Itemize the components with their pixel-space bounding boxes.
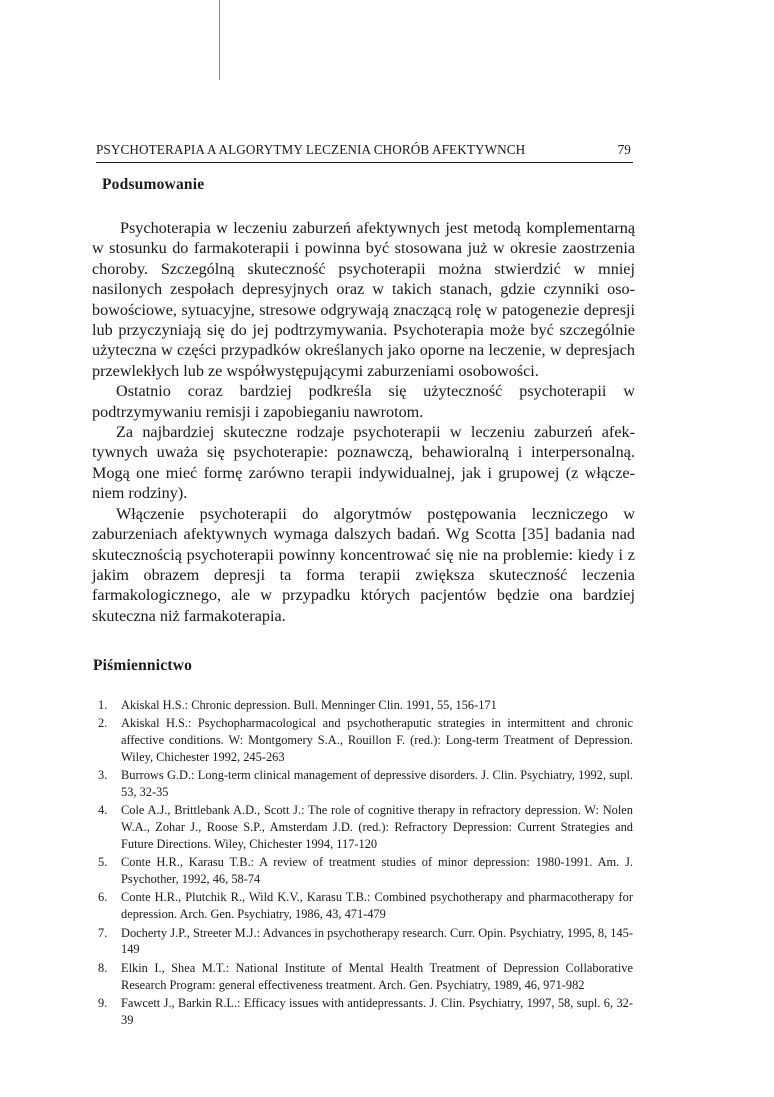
reference-number: 7. [98, 925, 108, 940]
running-head [96, 140, 633, 163]
reference-text: Akiskal H.S.: Chronic depression. Bull. Menninger Clin. 1991, 55, 156-171 [121, 698, 497, 712]
summary-paragraph-1: Psychoterapia w leczeniu zaburzeń afektywnych jest metodą komplementarną w stosunku do farmakoterapii i powinna być stosowana już w okresie zaostrzenia choroby. Szczególną skuteczność psychoterapii można stwierdzić w mniej nasilonych zespołach depresyjnych oraz w takich stanach, gdzie czynniki osobowościowe, sytuacyjne, stresowe odgrywają znaczącą rolę w patogenezie depresji lub przyczyniają się do jej podtrzymywania. Psychoterapia może być szczególnie użyteczna w części przypadków określanych jako oporne na leczenie, w depresjach przewlekłych lub ze współwystępującymi zaburzeniami osobowości. [92, 219, 635, 380]
reference-number: 9. [98, 995, 108, 1010]
summary-heading: Podsumowanie [102, 176, 205, 193]
reference-text: Conte H.R., Karasu T.B.: A review of treatment studies of minor depression: 1980-1991. Am. J. Psychother, 1992, 46, 58-74 [121, 855, 633, 887]
reference-item [93, 960, 633, 994]
reference-text: Cole A.J., Brittlebank A.D., Scott J.: The role of cognitive therapy in refractory depression. W: Nolen W.A., Zohar J., Roose S.P., Amsterdam J.D. (red.): Refractory Depression: Current Strategies and Future Directions. Wiley, Chichester 1994, 117-120 [121, 803, 633, 852]
running-head-title: PSYCHOTERAPIA A ALGORYTMY LECZENIA CHORÓB AFEKTYWNCH [96, 142, 526, 157]
reference-text: Conte H.R., Plutchik R., Wild K.V., Karasu T.B.: Combined psychotherapy and pharmacotherapy for depression. Arch. Gen. Psychiatry, 1986, 43, 471-479 [121, 890, 633, 922]
reference-number: 4. [98, 803, 108, 818]
reference-text: Elkin I., Shea M.T.: National Institute of Mental Health Treatment of Depression Collaborative Research Program: general effectiveness treatment. Arch. Gen. Psychiatry, 1989, 46, 971-982 [121, 960, 633, 992]
reference-item [93, 995, 633, 1029]
references-heading: Piśmiennictwo [93, 657, 193, 674]
page-number: 79 [617, 142, 631, 157]
reference-number: 5. [98, 855, 108, 870]
reference-item [93, 802, 633, 853]
scan-artifact-line [219, 0, 220, 80]
reference-number: 2. [98, 716, 108, 731]
reference-text: Akiskal H.S.: Psychopharmacological and psychotheraputic strategies in intermittent and chronic affective conditions. W: Montgomery S.A., Rouillon F. (red.): Long-term Treatment of Depression. Wiley, Chichester 1992, 245-263 [121, 716, 633, 765]
reference-item [93, 715, 633, 766]
reference-item [93, 925, 633, 959]
reference-item [93, 854, 633, 888]
reference-number: 6. [98, 890, 108, 905]
reference-text: Burrows G.D.: Long-term clinical management of depressive disorders. J. Clin. Psychiatry, 1992, supl. 53, 32-35 [121, 768, 633, 800]
summary-paragraph-2: Ostatnio coraz bardziej podkreśla się użyteczność psychoterapii w podtrzymywaniu remisji i zapobieganiu nawrotom. [92, 382, 635, 421]
reference-number: 1. [98, 698, 108, 712]
reference-list [93, 697, 633, 1030]
reference-text: Fawcett J., Barkin R.L.: Efficacy issues with antidepressants. J. Clin. Psychiatry, 1997, 58, supl. 6, 32-39 [121, 995, 633, 1027]
reference-item [93, 889, 633, 923]
reference-item [93, 767, 633, 801]
summary-paragraph-3: Za najbardziej skuteczne rodzaje psychoterapii w leczeniu zaburzeń afektywnych uważa się psychoterapie: poznawczą, behawioralną i interpersonalną. Mogą one mieć formę zarówno terapii indywidualnej, jak i grupowej (z włączeniem rodziny). [92, 423, 635, 503]
summary-section [92, 218, 635, 626]
summary-paragraph-4: Włączenie psychoterapii do algorytmów postępowania leczniczego w zaburzeniach afektywnych wymaga dalszych badań. Wg Scotta [35] badania nad skutecznością psychoterapii powinny koncentrować się nie na problemie: kiedy i z jakim obrazem depresji ta forma terapii zwiększa skuteczność leczenia farmakologicznego, ale w przypadku których pacjentów będzie ona bardziej skuteczna niż farmakoterapia. [92, 504, 635, 625]
reference-number: 3. [98, 768, 108, 783]
reference-text: Docherty J.P., Streeter M.J.: Advances in psychotherapy research. Curr. Opin. Psychiatry, 1995, 8, 145-149 [121, 925, 633, 957]
reference-number: 8. [98, 960, 108, 975]
reference-item [93, 697, 633, 714]
